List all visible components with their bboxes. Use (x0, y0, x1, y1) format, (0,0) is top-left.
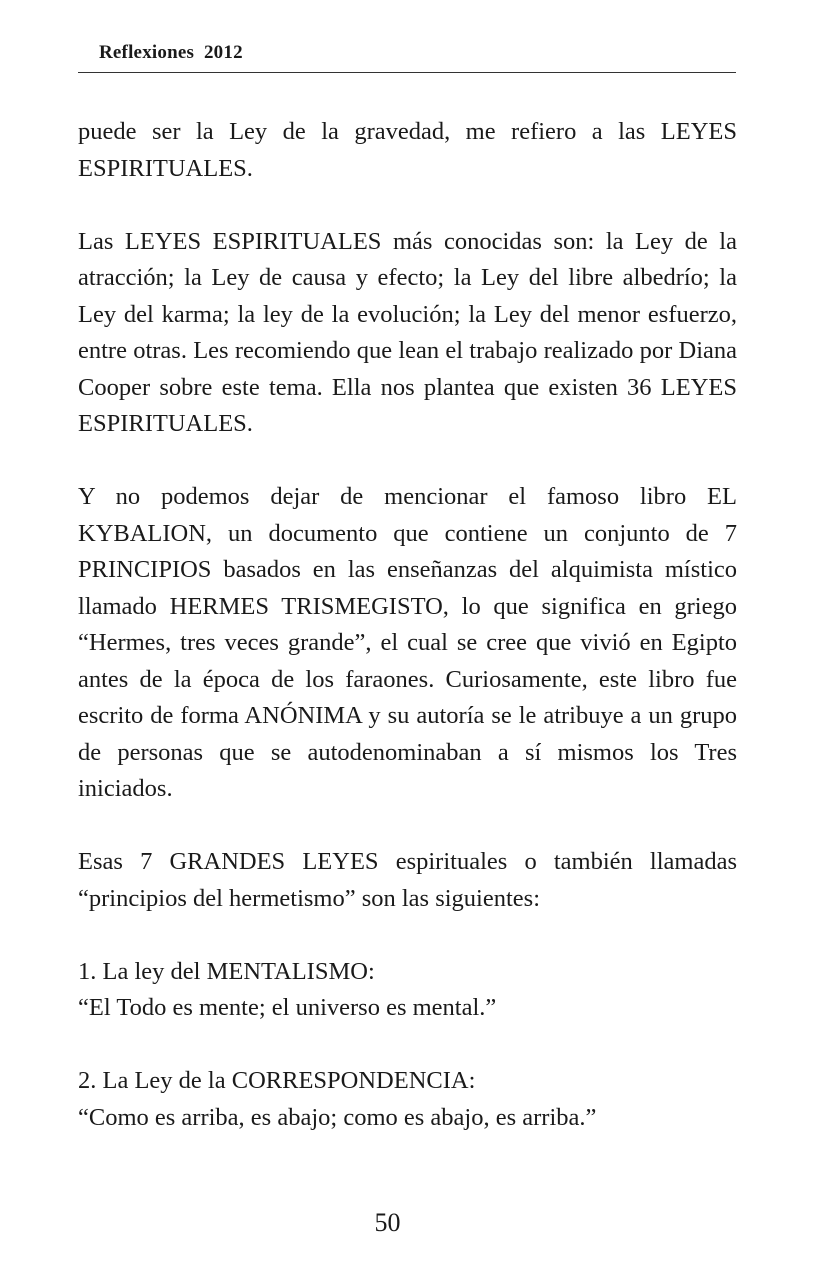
law-1 (78, 954, 737, 1027)
running-header (78, 40, 736, 73)
book-title: Reflexiones 2012 (99, 42, 243, 63)
law-2 (78, 1063, 737, 1136)
page-number: 50 (374, 1208, 401, 1237)
paragraph-3: Y no podemos dejar de mencionar el famoso libro EL KYBALION, un documento que contiene un conjunto de 7 PRINCIPIOS basados en las enseñanzas del alquimista místico llamado HERMES TRISMEGISTO, lo que significa en griego “Hermes, tres veces grande”, el cual se cree que vivió en Egipto antes de la época de los faraones. Curiosamente, este libro fue escrito de forma ANÓNIMA y su autoría se le atribuye a un grupo de personas que se autodenominaban a sí mismos los Tres iniciados. (78, 483, 737, 802)
page-body (78, 114, 737, 1173)
law-2-quote: “Como es arriba, es abajo; como es abajo, es arriba.” (78, 1103, 597, 1131)
law-1-heading: 1. La ley del MENTALISMO: (78, 957, 375, 985)
paragraph-4: Esas 7 GRANDES LEYES espirituales o también llamadas “principios del hermetismo” son las siguientes: (78, 848, 737, 912)
paragraph-1: puede ser la Ley de la gravedad, me refiero a las LEYES ESPIRITUALES. (78, 118, 737, 182)
paragraph-2: Las LEYES ESPIRITUALES más conocidas son: la Ley de la atracción; la Ley de causa y efecto; la Ley del libre albedrío; la Ley del karma; la ley de la evolución; la Ley del menor esfuerzo, entre otras. Les recomiendo que lean el trabajo realizado por Diana Cooper sobre este tema. Ella nos plantea que existen 36 LEYES ESPIRITUALES. (78, 227, 737, 437)
law-1-quote: “El Todo es mente; el universo es mental.” (78, 994, 497, 1021)
law-2-heading: 2. La Ley de la CORRESPONDENCIA: (78, 1067, 476, 1094)
